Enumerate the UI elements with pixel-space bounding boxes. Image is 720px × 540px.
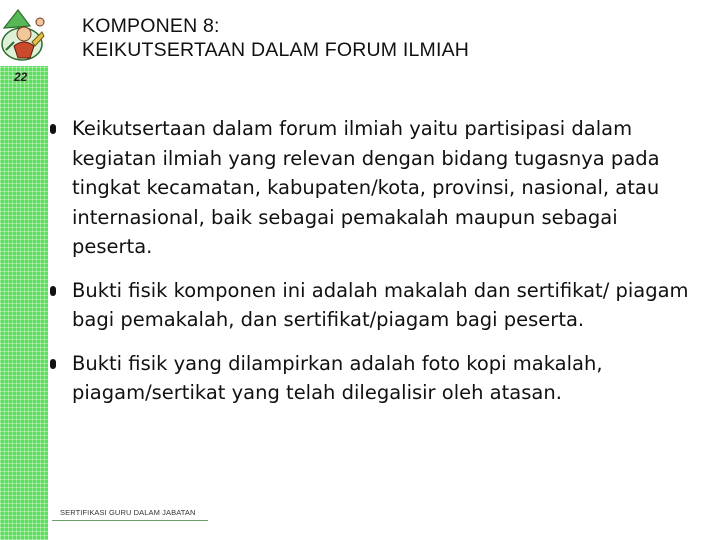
bullet-item <box>50 276 700 335</box>
title-line-1: KOMPONEN 8: <box>82 15 220 37</box>
bullet-text: Bukti fisik komponen ini adalah makalah dan sertifikat/ piagam bagi pemakalah, dan sertifikat/piagam bagi peserta. <box>72 278 689 331</box>
bullet-item <box>50 114 700 262</box>
title-line-2: KEIKUTSERTAAN DALAM FORUM ILMIAH <box>82 39 470 61</box>
footer-divider <box>52 520 208 521</box>
bullet-item <box>50 349 700 408</box>
slide-title <box>82 14 702 62</box>
bullet-icon <box>50 359 56 369</box>
footer-text: SERTIFIKASI GURU DALAM JABATAN <box>60 508 196 517</box>
logo <box>0 0 48 66</box>
cartoon-figure-icon <box>0 2 48 66</box>
bullet-icon <box>50 124 56 134</box>
slide-number: 22 <box>14 70 28 84</box>
bullet-text: Keikutsertaan dalam forum ilmiah yaitu partisipasi dalam kegiatan ilmiah yang relevan dengan bidang tugasnya pada tingkat kecamatan, kabupaten/kota, provinsi, nasional, atau internasional, baik sebagai pemakalah maupun sebagai peserta. <box>72 117 660 258</box>
bullet-icon <box>50 286 56 296</box>
bullet-text: Bukti fisik yang dilampirkan adalah foto kopi makalah, piagam/sertikat yang telah dilegalisir oleh atasan. <box>72 351 603 404</box>
bullet-list <box>50 114 700 422</box>
